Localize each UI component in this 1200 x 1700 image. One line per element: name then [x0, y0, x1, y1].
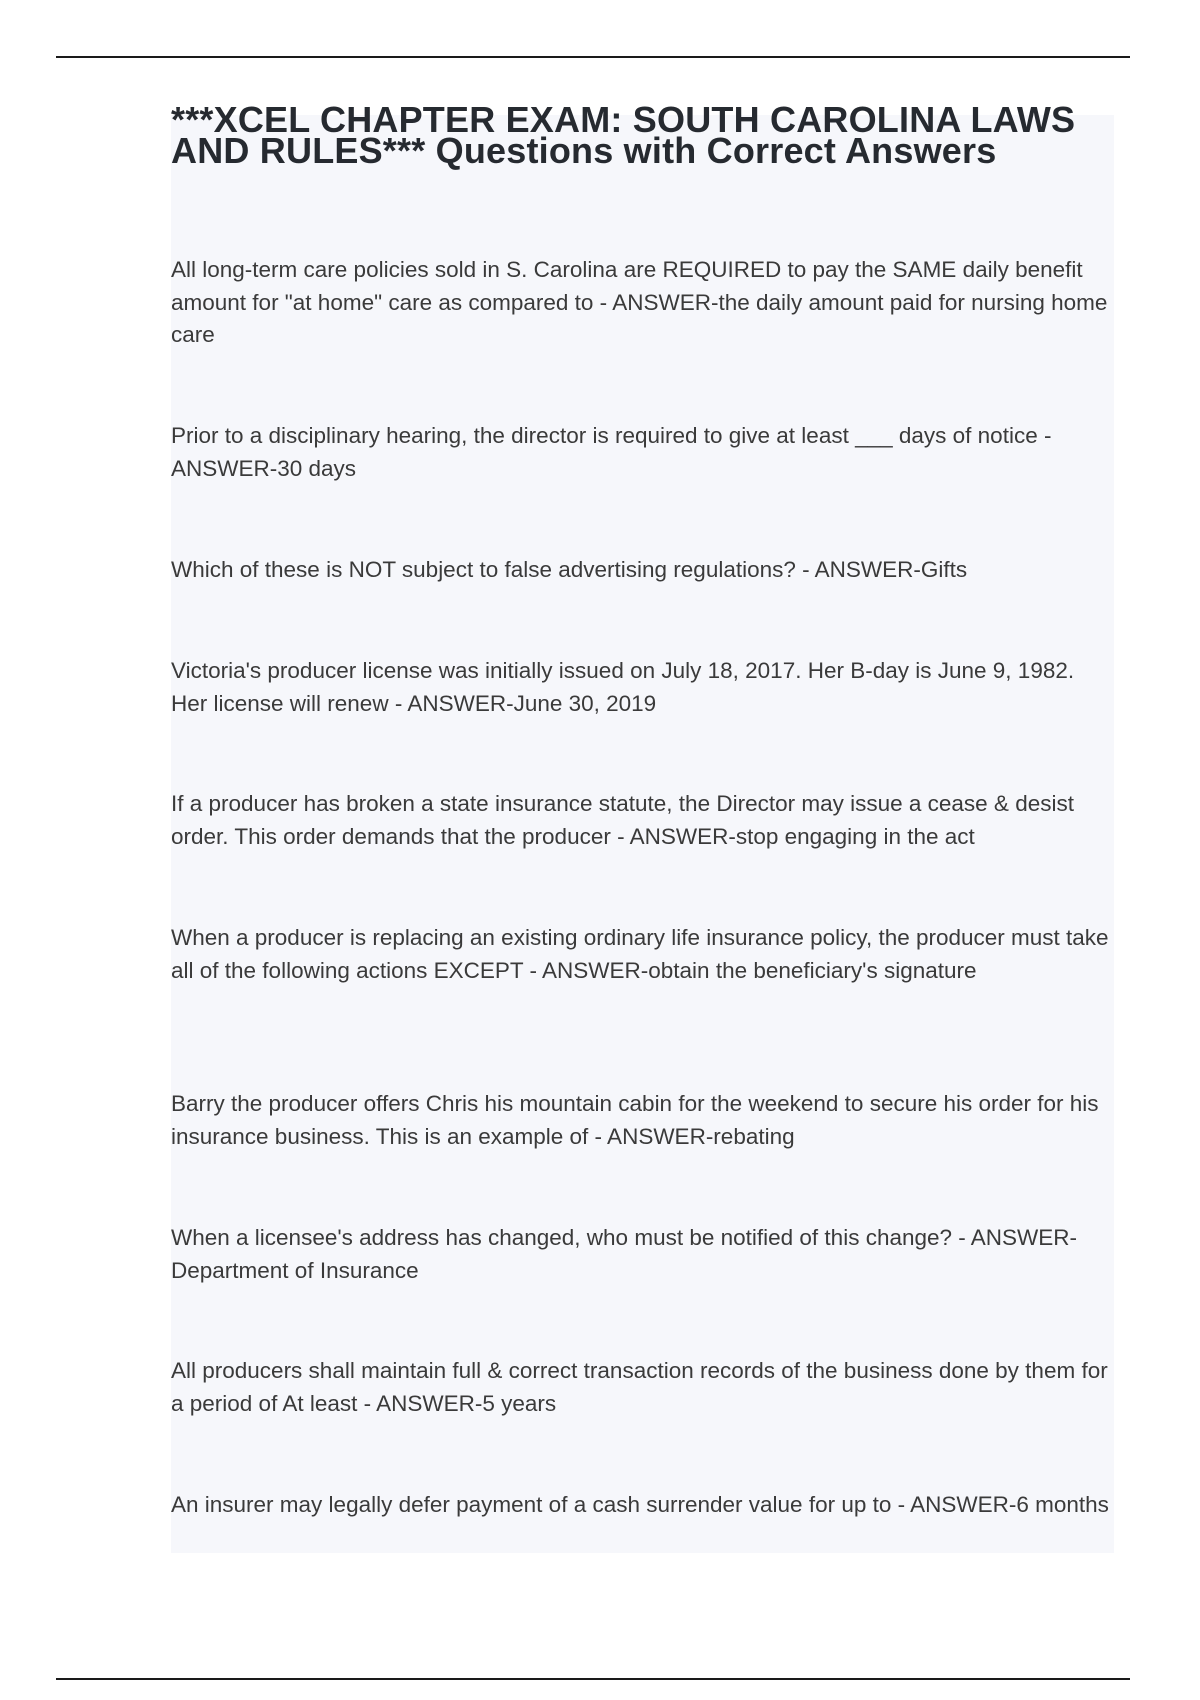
qa-item-8: When a licensee's address has changed, who must be notified of this change? - ANSWER-Department of Insurance [171, 1225, 1078, 1283]
top-divider [56, 56, 1130, 58]
qa-item-10: An insurer may legally defer payment of a cash surrender value for up to - ANSWER-6 months [171, 1492, 1109, 1517]
document-title: ***XCEL CHAPTER EXAM: SOUTH CAROLINA LAWS AND RULES*** Questions with Correct Answers [171, 99, 1076, 171]
qa-item-4: Victoria's producer license was initially issued on July 18, 2017. Her B-day is June 9, 1982. Her license will renew - ANSWER-June 30, 2019 [171, 658, 1075, 716]
qa-item-1: All long-term care policies sold in S. Carolina are REQUIRED to pay the SAME daily benefit amount for "at home" care as compared to - ANSWER-the daily amount paid for nursing home care [171, 257, 1108, 347]
qa-item-9: All producers shall maintain full & correct transaction records of the business done by them for a period of At least - ANSWER-5 years [171, 1358, 1108, 1416]
qa-item-2: Prior to a disciplinary hearing, the director is required to give at least ___ days of notice - ANSWER-30 days [171, 423, 1052, 481]
document-content [171, 99, 1121, 171]
qa-item-3: Which of these is NOT subject to false advertising regulations? - ANSWER-Gifts [171, 557, 968, 582]
qa-item-6: When a producer is replacing an existing ordinary life insurance policy, the producer must take all of the following actions EXCEPT - ANSWER-obtain the beneficiary's signature [171, 925, 1109, 983]
qa-item-5: If a producer has broken a state insurance statute, the Director may issue a cease & desist order. This order demands that the producer - ANSWER-stop engaging in the act [171, 791, 1074, 849]
qa-item-7: Barry the producer offers Chris his mountain cabin for the weekend to secure his order for his insurance business. This is an example of - ANSWER-rebating [171, 1091, 1099, 1149]
bottom-divider [56, 1678, 1130, 1680]
